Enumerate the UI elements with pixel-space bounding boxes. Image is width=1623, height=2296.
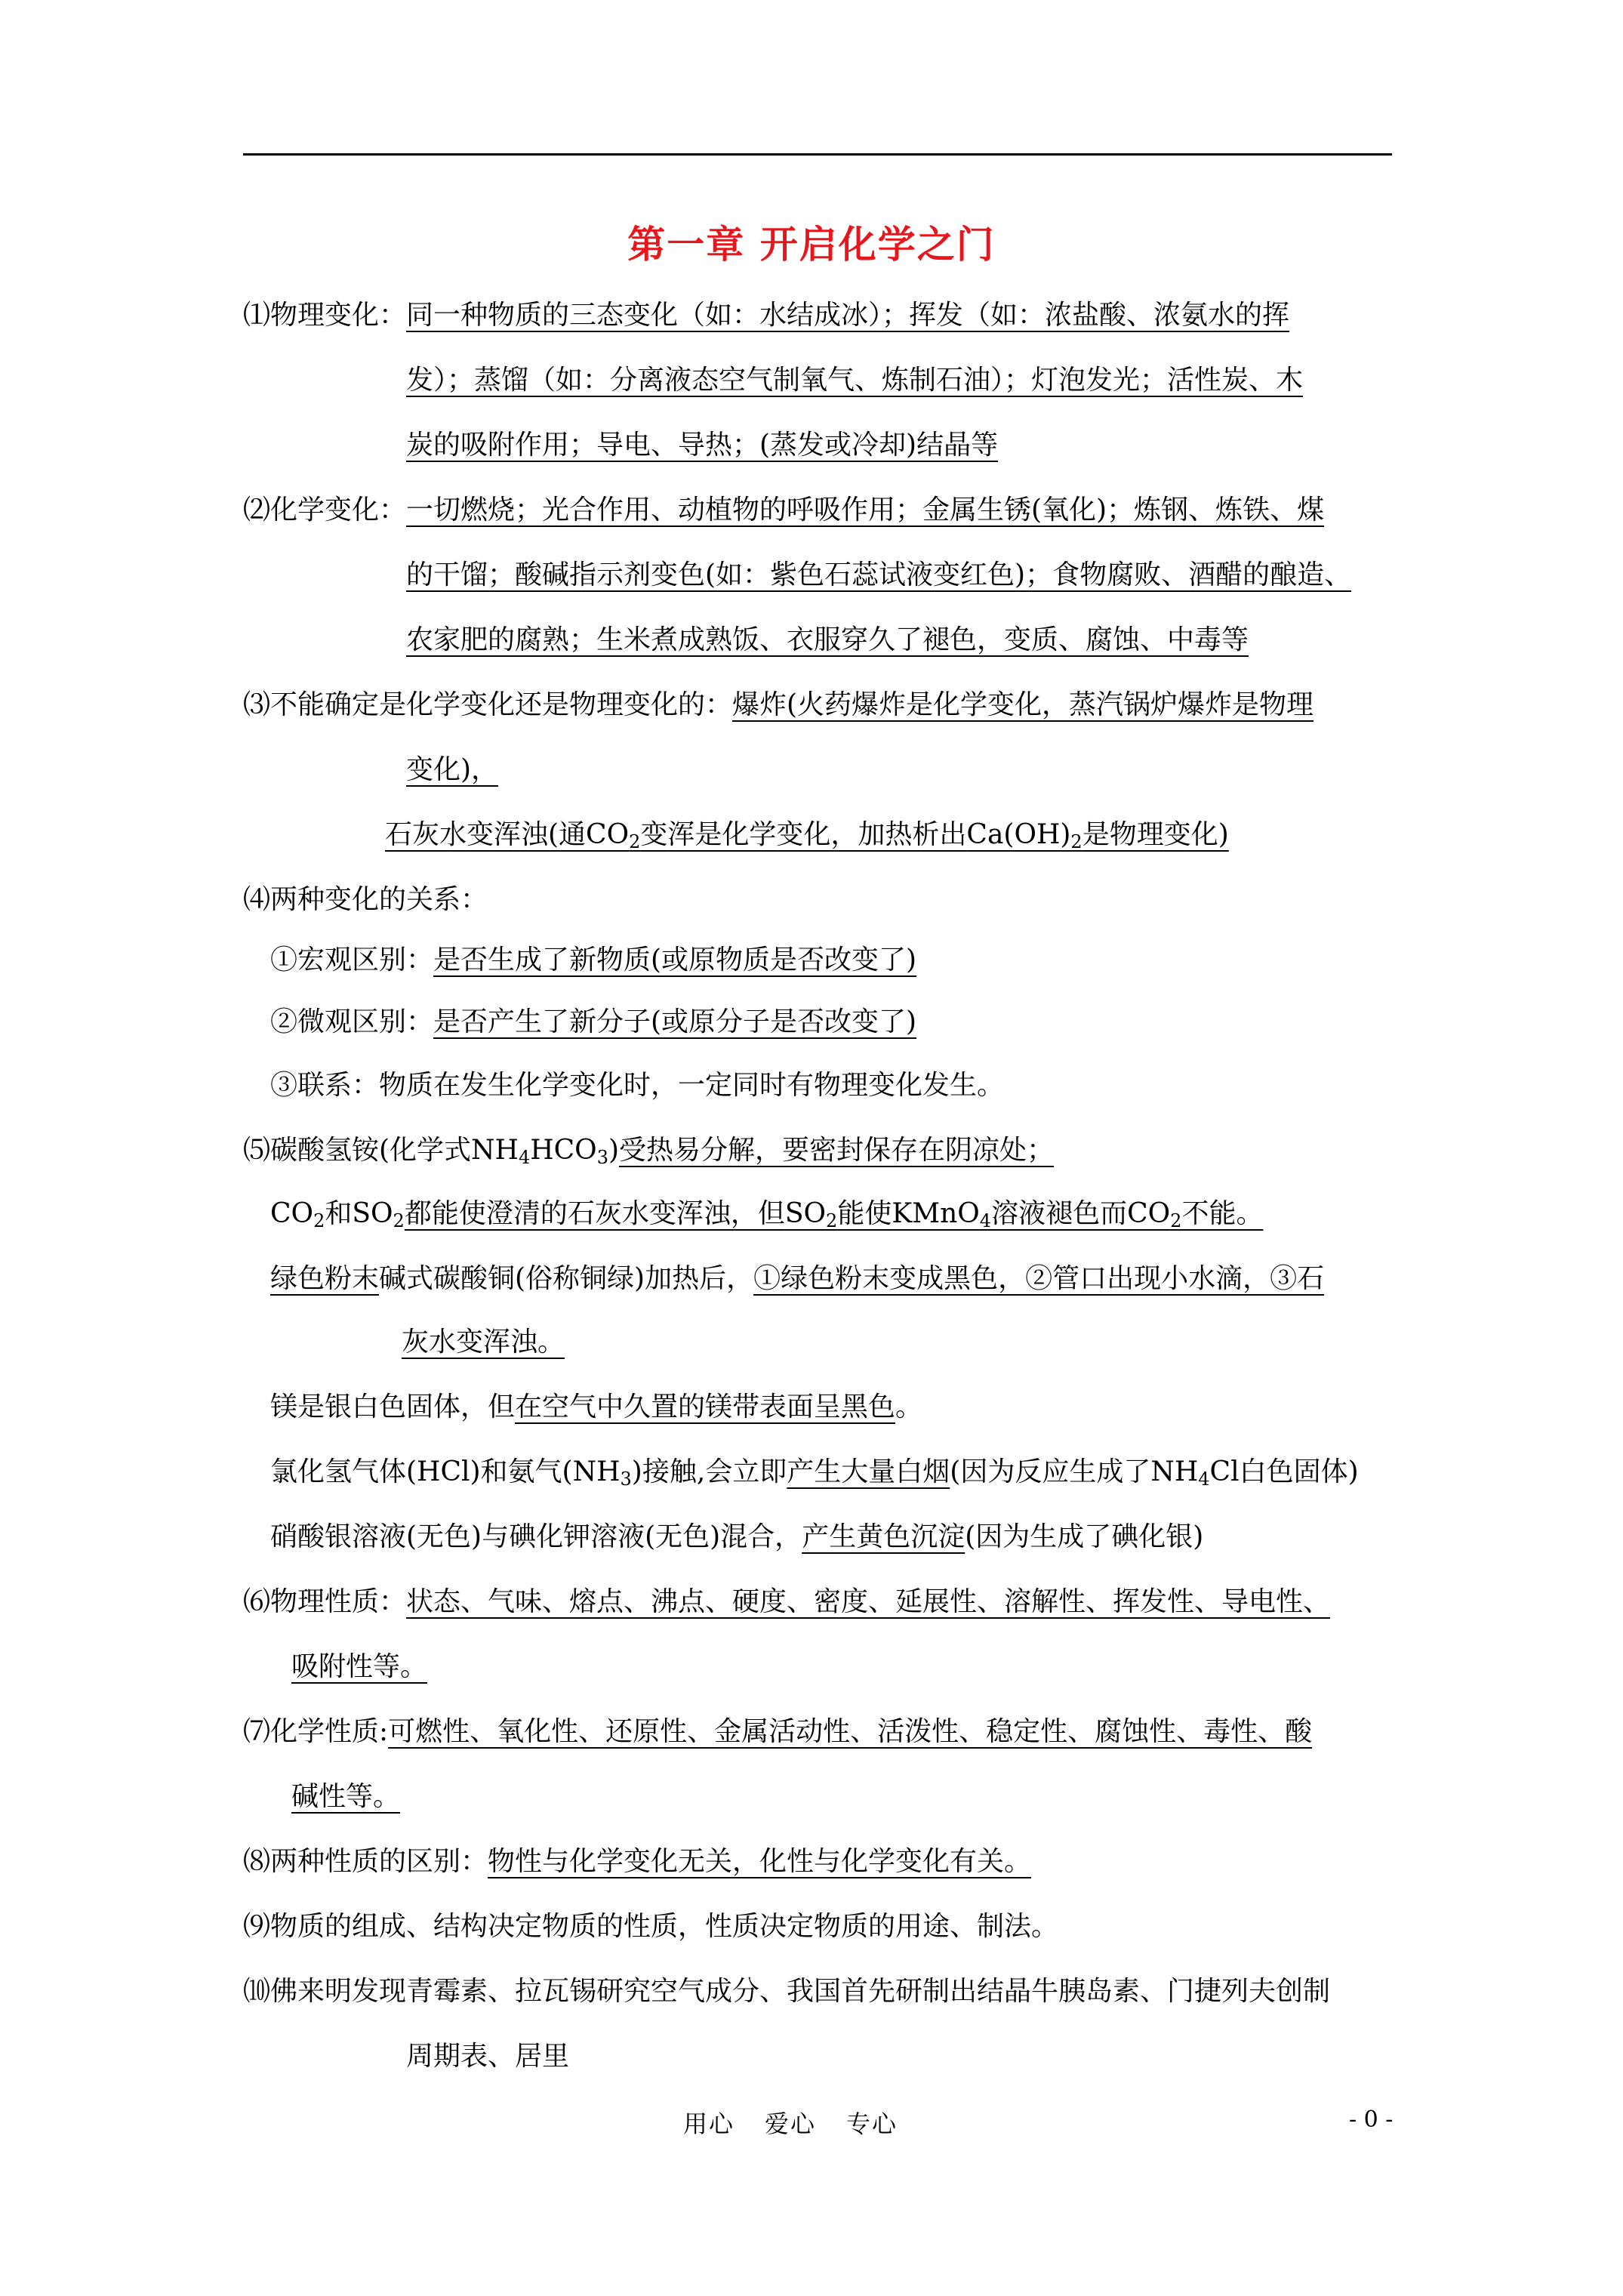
item-label: ②微观区别： [270,1006,434,1037]
section-5-line-3 [270,1261,1324,1297]
section-2-text: 一切燃烧；光合作用、动植物的呼吸作用；金属生锈(氧化)；炼钢、炼铁、煤 [406,495,1325,525]
footer-motto [683,2105,928,2140]
section-1-text: 炭的吸附作用；导电、导热；(蒸发或冷却)结晶等 [406,430,999,461]
section-3-label: ⑶不能确定是化学变化还是物理变化的： [243,689,733,720]
underlined-text: ①绿色粉末变成黑色，②管口出现小水滴，③石 [753,1263,1325,1294]
subscript: 3 [620,1469,632,1490]
section-2-text: 的干馏；酸碱指示剂变色(如：紫色石蕊试液变红色)；食物腐败、酒醋的酿造、 [406,559,1352,590]
subscript: 4 [1198,1469,1210,1490]
section-2-text: 农家肥的腐熟；生米煮成熟饭、衣服穿久了褪色，变质、腐蚀、中毒等 [406,624,1249,655]
section-6-text: 吸附性等。 [291,1651,428,1682]
section-6-text: 状态、气味、熔点、沸点、硬度、密度、延展性、溶解性、挥发性、导电性、 [406,1586,1331,1617]
chapter-title: 第一章 开启化学之门 [627,222,996,267]
formula: CO [586,819,630,850]
section-2-line-2 [406,557,1351,593]
text: 是物理变化) [1082,819,1229,850]
section-2-line-1 [243,492,1324,529]
underlined-text: 灰水变浑浊。 [402,1327,565,1358]
text: )接触,会立即 [631,1456,787,1487]
section-3-line-2 [406,752,498,788]
section-8-label: ⑻两种性质的区别： [243,1846,488,1877]
section-6-line-1 [243,1584,1330,1620]
subscript: 2 [313,1210,325,1231]
section-5-line-2 [270,1196,1263,1232]
section-6-line-2 [291,1649,427,1685]
text: 不能。 [1181,1198,1264,1229]
section-7-text: 碱性等。 [291,1781,401,1812]
formula: CO [1127,1198,1171,1229]
section-1-text: 发）；蒸馏（如：分离液态空气制氧气、炼制石油）；灯泡发光；活性炭、木 [406,365,1304,396]
subscript: 2 [393,1210,405,1231]
section-5-line-7 [270,1519,1203,1555]
subscript: 2 [1170,1210,1182,1231]
text: 都能使澄清的石灰水变浑浊，但 [404,1198,785,1229]
item-label: ①宏观区别： [270,945,434,975]
text: 。 [895,1391,923,1422]
formula: NH [572,1456,621,1487]
section-1-text: 同一种物质的三态变化（如：水结成冰）；挥发（如：浓盐酸、浓氨水的挥 [406,300,1290,331]
text: 白色固体) [1239,1456,1359,1487]
page-number: - 0 - [1349,2106,1394,2133]
footer-word: 专心 [846,2110,898,2138]
section-7-label: ⑺化学性质: [243,1716,389,1747]
section-2-line-3 [406,622,1249,658]
header-rule [243,153,1392,156]
subscript: 4 [518,1147,531,1168]
section-3-limewater-text [385,819,1229,850]
section-4-item-link: ③联系：物质在发生化学变化时，一定同时有物理变化发生。 [270,1070,1005,1101]
section-8-text: 物性与化学变化无关，化性与化学变化有关。 [488,1846,1032,1877]
section-3-text: 爆炸(火药爆炸是化学变化，蒸汽锅炉爆炸是物理 [732,689,1314,720]
item-text: 是否生成了新物质(或原物质是否改变了) [433,945,917,975]
section-4-item-micro [270,1004,916,1040]
underlined-text: 绿色粉末 [270,1263,380,1294]
section-4-item-macro [270,942,916,978]
text: 氯化氢气体(HCl)和氨气( [270,1456,573,1487]
section-5-line-6 [270,1454,1359,1490]
section-5-line-5 [270,1389,922,1425]
footer-word: 用心 [683,2110,735,2138]
section-9-line-1: ⑼物质的组成、结构决定物质的性质，性质决定物质的用途、制法。 [243,1911,1059,1942]
section-8-line-1 [243,1844,1031,1880]
section-1-line-3 [406,427,998,464]
section-4-heading: ⑷两种变化的关系： [243,884,488,915]
text: 溶液褪色而 [991,1198,1128,1229]
section-7-line-1 [243,1714,1312,1750]
section-10-line-1: ⑽佛来明发现青霉素、拉瓦锡研究空气成分、我国首先研制出结晶牛胰岛素、门捷列夫创制 [243,1976,1331,2007]
underlined-text [405,1198,1264,1229]
text: 碱式碳酸铜(俗称铜绿)加热后， [379,1263,754,1294]
text: ⑸碳酸氢铵(化学式 [243,1135,472,1166]
subscript: 3 [596,1147,608,1168]
formula: SO [784,1198,827,1229]
underlined-text: 产生黄色沉淀 [802,1521,965,1552]
text: (因为生成了碘化银) [965,1521,1204,1552]
item-text: 是否产生了新分子(或原分子是否改变了) [433,1006,917,1037]
text: 能使 [837,1198,892,1229]
subscript: 4 [979,1210,992,1231]
section-1-line-1 [243,297,1289,334]
text: 和 [325,1198,353,1229]
section-5-line-4 [402,1324,565,1361]
subscript: 2 [629,831,641,852]
formula: Cl [1209,1456,1240,1487]
text: 变浑是化学变化，加热析出 [640,819,967,850]
text: ) [608,1135,620,1166]
subscript: 2 [1070,831,1083,852]
underlined-text: 产生大量白烟 [787,1456,950,1487]
section-3-line-3 [385,817,1229,853]
text: (因为反应生成了 [950,1456,1151,1487]
underlined-text: 受热易分解，要密封保存在阴凉处； [619,1135,1055,1166]
formula: KMnO [892,1198,980,1229]
footer-word: 爱心 [765,2110,817,2138]
formula: HCO [530,1135,597,1166]
section-1-line-2 [406,362,1303,399]
underlined-text: 在空气中久置的镁带表面呈黑色 [515,1391,896,1422]
formula: CO [270,1198,314,1229]
formula: Ca(OH) [966,819,1071,850]
subscript: 2 [826,1210,838,1231]
text: 硝酸银溶液(无色)与碘化钾溶液(无色)混合， [270,1521,802,1552]
section-3-text: 变化)， [406,754,499,785]
section-2-label: ⑵化学变化： [243,495,407,525]
section-7-line-2 [291,1779,400,1815]
section-6-label: ⑹物理性质： [243,1586,407,1617]
section-5-line-1 [243,1133,1054,1169]
formula: NH [471,1135,519,1166]
section-3-line-1 [243,687,1313,723]
section-7-text: 可燃性、氧化性、还原性、金属活动性、活泼性、稳定性、腐蚀性、毒性、酸 [388,1716,1313,1747]
formula: SO [352,1198,393,1229]
text: 石灰水变浑浊(通 [385,819,587,850]
section-10-line-2: 周期表、居里 [406,2041,570,2072]
text: 镁是银白色固体，但 [270,1391,516,1422]
section-1-label: ⑴物理变化： [243,300,407,331]
formula: NH [1150,1456,1199,1487]
